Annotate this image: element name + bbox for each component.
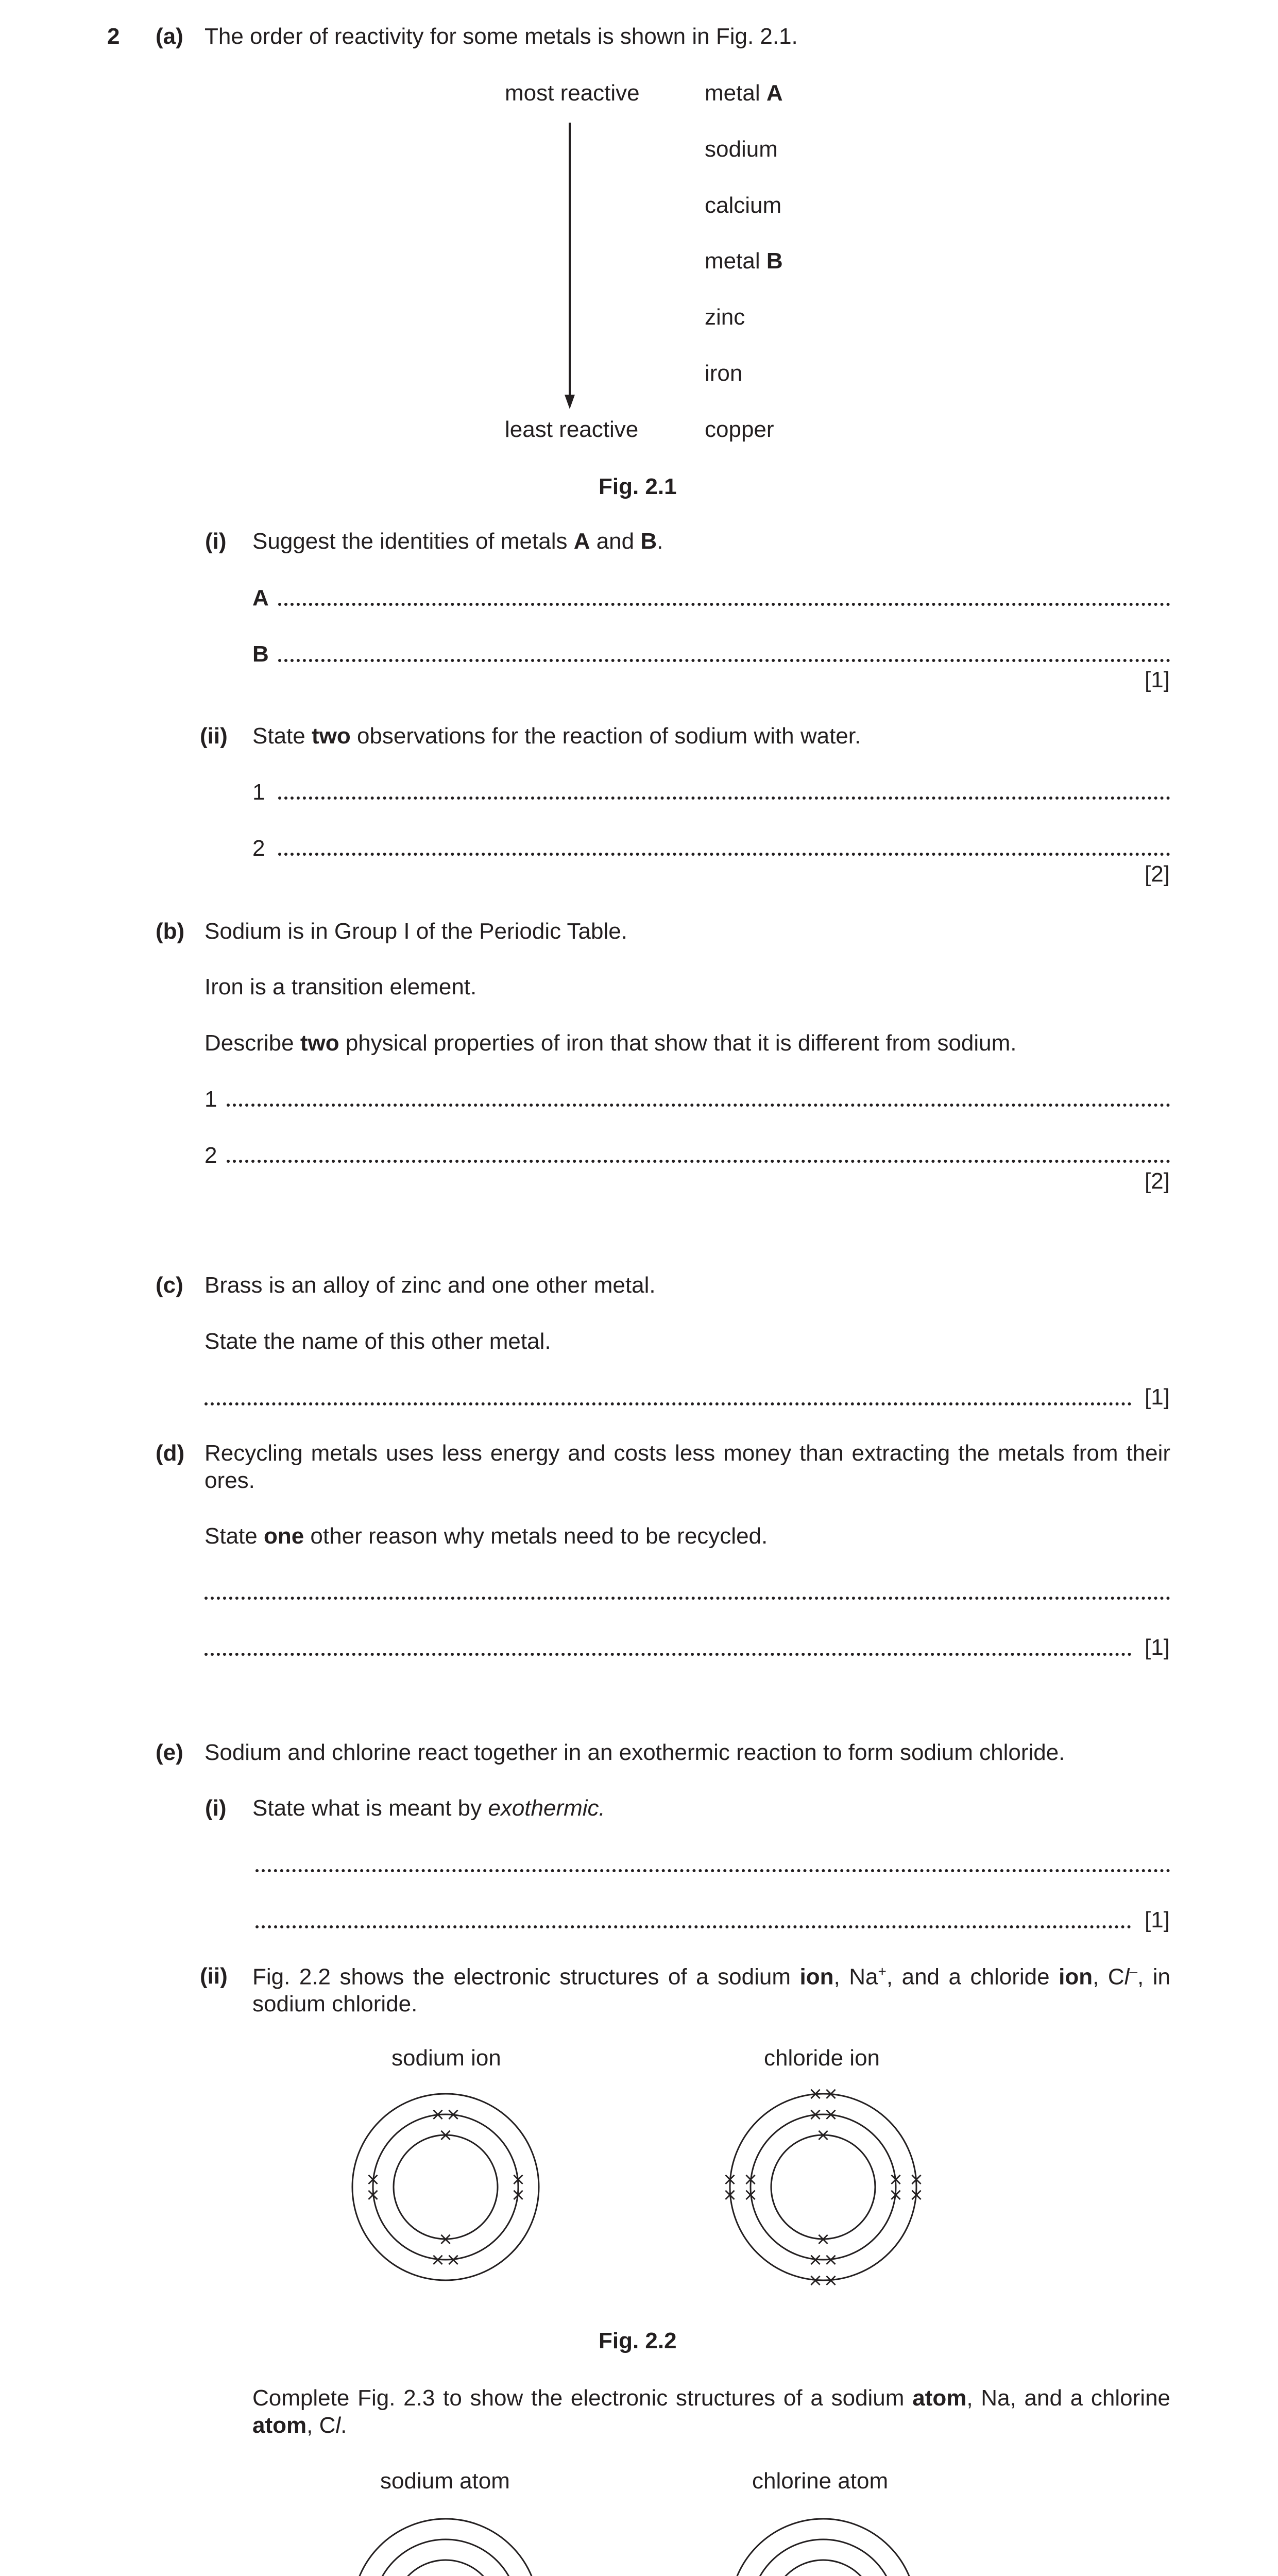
part-e-ii-text: Fig. 2.2 shows the electronic structures of a sodium ion, Na+, and a chloride ion, Cl–, in sodium chloride. — [252, 1963, 1171, 2017]
marks-b: [2] — [1145, 1168, 1170, 1194]
answer-line[interactable] — [255, 1869, 1170, 1872]
electron-cross: × — [446, 2249, 461, 2270]
part-d-label: (d) — [156, 1440, 185, 1466]
electron-cross: × — [808, 2249, 823, 2270]
part-d-line1: Recycling metals uses less energy and costs less money than extracting the metals from their ores. — [205, 1440, 1170, 1493]
answer-line-2[interactable] — [227, 1160, 1170, 1163]
part-b-label: (b) — [156, 919, 185, 944]
least-reactive-label: least reactive — [505, 417, 639, 442]
answer-line-2[interactable] — [278, 853, 1170, 856]
part-a-label: (a) — [156, 24, 183, 49]
part-a-i-label: (i) — [205, 529, 227, 554]
metal-list-item: calcium — [705, 193, 782, 218]
electron-cross: × — [722, 2169, 738, 2190]
answer-line-b[interactable] — [278, 659, 1170, 662]
electron-cross: × — [446, 2104, 461, 2125]
part-b-line1: Sodium is in Group I of the Periodic Table. — [205, 919, 627, 944]
electron-cross: × — [823, 2104, 839, 2125]
part-e-label: (e) — [156, 1740, 183, 1765]
question-number: 2 — [107, 24, 120, 49]
answer-label-b: B — [252, 641, 269, 667]
electron-cross: × — [743, 2184, 758, 2205]
part-a-i-text: Suggest the identities of metals A and B. — [252, 529, 663, 554]
electron-cross: × — [888, 2184, 904, 2205]
answer-label-a: A — [252, 585, 269, 611]
part-a-ii-text: State two observations for the reaction of sodium with water. — [252, 723, 861, 749]
metal-list-item: metal B — [705, 248, 783, 274]
part-e-i-text: State what is meant by exothermic. — [252, 1795, 605, 1821]
electron-cross: × — [365, 2169, 381, 2190]
answer-number-2: 2 — [205, 1143, 217, 1168]
electron-cross: × — [888, 2169, 904, 2190]
chlorine-atom-label: chlorine atom — [752, 2468, 889, 2494]
part-d-line2: State one other reason why metals need to be recycled. — [205, 1523, 768, 1549]
sodium-atom-label: sodium atom — [380, 2468, 510, 2494]
part-c-label: (c) — [156, 1273, 183, 1298]
fig-2-1-caption: Fig. 2.1 — [599, 474, 677, 499]
electron-cross: × — [815, 2229, 831, 2249]
electron-cross: × — [909, 2184, 924, 2205]
answer-line-a[interactable] — [278, 603, 1170, 606]
electron-cross: × — [365, 2184, 381, 2205]
part-a-stem: The order of reactivity for some metals is shown in Fig. 2.1. — [205, 24, 798, 49]
electron-cross: × — [510, 2184, 526, 2205]
most-reactive-label: most reactive — [505, 80, 640, 106]
electron-cross: × — [823, 2249, 839, 2270]
marks-a-i: [1] — [1145, 667, 1170, 692]
electron-cross: × — [909, 2169, 924, 2190]
part-a-ii-label: (ii) — [200, 723, 228, 749]
metal-list-item: copper — [705, 417, 774, 442]
part-e-stem: Sodium and chlorine react together in an exothermic reaction to form sodium chloride. — [205, 1740, 1065, 1765]
electron-cross: × — [438, 2125, 453, 2145]
electron-cross: × — [430, 2249, 446, 2270]
marks-d: [1] — [1145, 1635, 1170, 1660]
electron-cross: × — [438, 2229, 453, 2249]
metal-list-item: metal A — [705, 80, 783, 106]
answer-number-1: 1 — [205, 1087, 217, 1112]
marks-a-ii: [2] — [1145, 861, 1170, 887]
chloride-ion-label: chloride ion — [764, 2045, 880, 2071]
answer-line[interactable] — [205, 1597, 1170, 1600]
part-c-line1: Brass is an alloy of zinc and one other metal. — [205, 1273, 656, 1298]
metal-list-item: zinc — [705, 304, 745, 330]
part-b-line3: Describe two physical properties of iron that show that it is different from sodium. — [205, 1030, 1017, 1056]
answer-number-1: 1 — [252, 779, 265, 805]
electron-cross: × — [815, 2125, 831, 2145]
metal-list-item: iron — [705, 361, 743, 386]
electron-cross: × — [722, 2184, 738, 2205]
electron-cross: × — [743, 2169, 758, 2190]
electron-cross: × — [808, 2270, 823, 2291]
answer-line[interactable] — [205, 1653, 1132, 1656]
part-e-i-label: (i) — [205, 1795, 227, 1821]
electron-cross: × — [823, 2270, 839, 2291]
sodium-ion-label: sodium ion — [391, 2045, 501, 2071]
electron-cross: × — [808, 2104, 823, 2125]
electron-cross: × — [430, 2104, 446, 2125]
marks-e-i: [1] — [1145, 1907, 1170, 1933]
answer-number-2: 2 — [252, 836, 265, 861]
electron-cross: × — [510, 2169, 526, 2190]
marks-c: [1] — [1145, 1384, 1170, 1410]
electron-cross: × — [808, 2083, 823, 2104]
part-c-line2: State the name of this other metal. — [205, 1329, 551, 1354]
electron-cross: × — [823, 2083, 839, 2104]
part-b-line2: Iron is a transition element. — [205, 974, 477, 999]
part-e-ii-text2: Complete Fig. 2.3 to show the electronic structures of a sodium atom, Na, and a chlorine atom, Cl. — [252, 2385, 1171, 2438]
answer-line[interactable] — [255, 1925, 1131, 1928]
metal-list-item: sodium — [705, 137, 778, 162]
answer-line-1[interactable] — [227, 1104, 1170, 1107]
answer-line-1[interactable] — [278, 796, 1170, 800]
sodium-ion-diagram — [350, 2092, 541, 2282]
fig-2-2-caption: Fig. 2.2 — [599, 2328, 677, 2353]
sodium-atom-diagram[interactable] — [350, 2517, 541, 2576]
answer-line[interactable] — [205, 1402, 1132, 1405]
chloride-ion-diagram — [722, 2083, 924, 2291]
chlorine-atom-diagram[interactable] — [728, 2517, 918, 2576]
part-e-ii-label: (ii) — [200, 1963, 228, 1989]
reactivity-arrow — [561, 123, 582, 411]
